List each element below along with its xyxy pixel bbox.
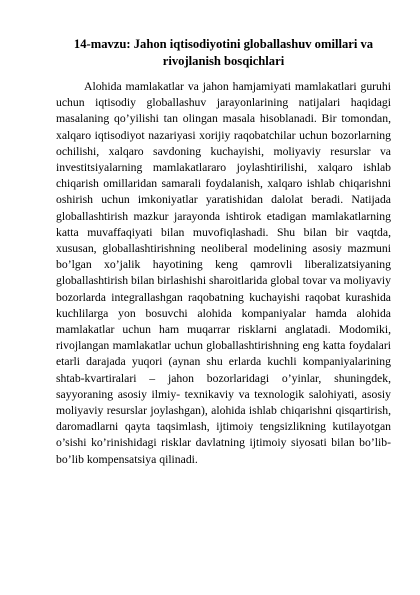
body-paragraph: Alohida mamlakatlar va jahon hamjamiyati mamlakatlari guruhi uchun iqtisodiy globallashuv jarayonlarining natijalari haqidagi masalaning qo’yilishi tan olingan masala hisoblanadi. Bir tomondan, xalqaro iqtisodiyot nazariyasi xorijiy raqobatchilar uchun bozorlarning ochilishi, xalqaro savdoning kuchayishi, moliyaviy resurslar va investitsiyalarning mamlakatlararo joylashtirilishi, xalqaro ishlab chiqarish omillaridan samarali foydalanish, xalqaro ishlab chiqarishni oshirish uchun imkoniyatlar yaratishidan dalolat beradi. Natijada globallashtirish mazkur jarayonda ishtirok etadigan mamlakatlarning katta muvaffaqiyati bilan muvofiqlashadi. Shu bilan bir vaqtda, xususan, globallashtirishning neoliberal modelining asosiy mazmuni bo’lgan xo’jalik hayotining keng qamrovli liberalizatsiyaning globallashtirish bilan birlashishi sharoitlarida global tovar va moliyaviy bozorlarda integrallashgan raqobatning kuchayishi raqobat kurashida kuchlilarga yon bosuvchi alohida kompaniyalar hamda alohida mamlakatlar uchun ham muqarrar risklarni anglatadi. Modomiki, rivojlangan mamlakatlar uchun globallashtirishning eng katta foydalari etarli darajada yuqori (aynan shu erlarda kuchli kompaniyalarining shtab-kvartiralari – jahon bozorlaridagi o’yinlar, shuningdek, sayyoraning asosiy ilmiy- texnikaviy va texnologik salohiyati, asosiy moliyaviy resurslar joylashgan), alohida ishlab chiqarishni qisqartirish, daromadlarni qayta taqsimlash, ijtimoiy tengsizlikning kutilayotgan o’sishi ko’rinishidagi risklar davlatning ijtimoiy siyosati bilan bo’lib-bo’lib kompensatsiya qilinadi. bbox=[56, 80, 391, 466]
document-title: 14-mavzu: Jahon iqtisodiyotini globallashuv omillari va rivojlanish bosqichlari bbox=[73, 37, 374, 68]
document-page bbox=[56, 36, 391, 468]
